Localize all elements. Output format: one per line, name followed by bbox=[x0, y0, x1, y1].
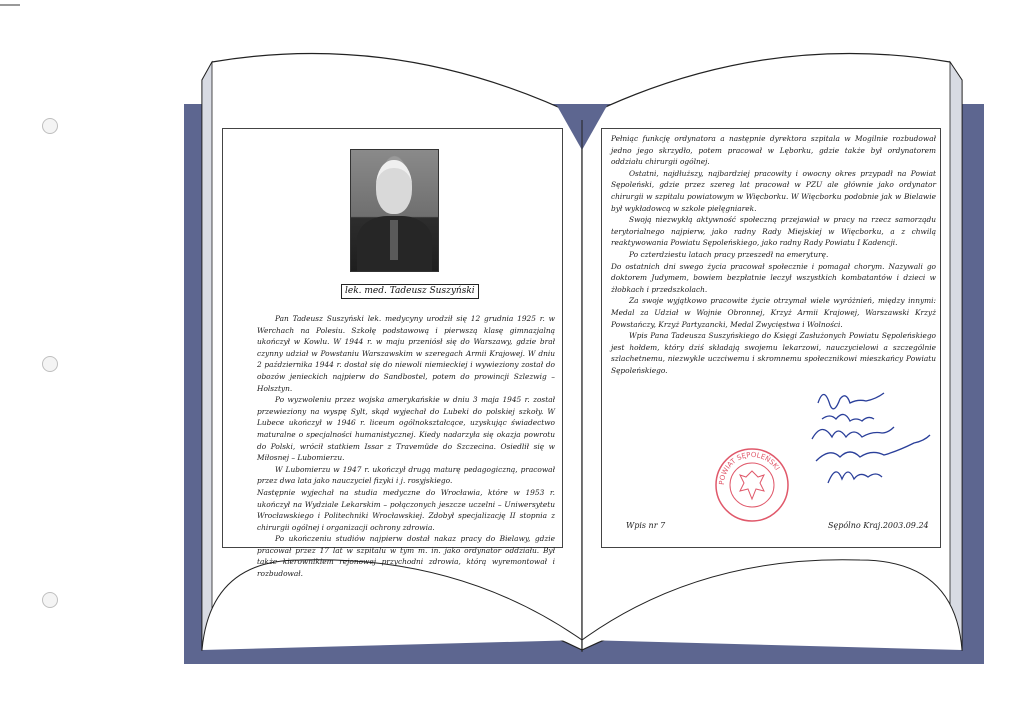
right-page-text bbox=[611, 133, 936, 376]
stamp-text: POWIAT SĘPOLEŃSKI bbox=[717, 450, 782, 486]
left-paragraph: Pan Tadeusz Suszyński lek. medycyny urodził się 12 grudnia 1925 r. w Werchach na Polesiu. Szkołę podstawową i pierwszą klasę gimnazjalną ukończył w Kowlu. W 1944 r. w maju przeniósł się do Warszawy, gdzie brał czynny udział w Powstaniu Warszawskim w szeregach Armii Krajowej. W dniu 2 października 1944 r. dostał się do niewoli niemieckiej i wywieziony został do obozów jenieckich najpierw do Sandbostel, potem do prowincji Szlezwig – Holsztyn. bbox=[257, 314, 555, 393]
left-paragraph: W Lubomierzu w 1947 r. ukończył drugą maturę pedagogiczną, pracował przez dwa lata jako nauczyciel fizyki i j. rosyjskiego. bbox=[257, 464, 555, 486]
left-paragraph: Następnie wyjechał na studia medyczne do Wrocławia, które w 1953 r. ukończył na Wydziale Lekarskim – połączonych jeszcze uczelni – Uniwersytetu Wrocławskiego i Politechniki Wrocławskiej. Zdobył specjalizację II stopnia z chirurgii ogólnej i organizacji ochrony zdrowia. bbox=[257, 487, 555, 532]
right-paragraph: Ostatni, najdłuższy, najbardziej pracowity i owocny okres przypadł na Powiat Sępoleński, gdzie przez szereg lat pracował w PZU ale głównie jako ordynator chirurgii w szpitalu powiatowym w Więcborku. W Więcborku podobnie jak w Bielawie był wykładowcą w szkole pielęgniarek. bbox=[611, 168, 936, 213]
left-page-frame bbox=[222, 128, 563, 579]
official-stamp bbox=[714, 447, 790, 523]
left-paragraph: Po wyzwoleniu przez wojska amerykańskie w dniu 3 maja 1945 r. został przewieziony na wyspę Sylt, skąd wyjechał do Lubeki do polskiej szkoły. W Lubece ukończył w 1946 r. liceum ogólnokształcące, uzyskując świadectwo maturalne o specjalności humanistycznej. Kiedy nadarzyła się okazja powrotu do Polski, wrócił statkiem Issar z Travemüde do Szczecina. Osiedlił się w Miłosnej – Lubomierzu. bbox=[257, 395, 555, 463]
portrait-tie bbox=[390, 220, 398, 260]
right-paragraph: Do ostatnich dni swego życia pracował społecznie i pomagał chorym. Nazywali go doktorem Judymem, bowiem bezpłatnie leczył wszystkich kombatantów i dzieci w żłobkach i przedszkolach. bbox=[611, 261, 936, 294]
portrait-head bbox=[376, 160, 412, 214]
left-page-edge bbox=[202, 62, 212, 650]
right-paragraph: Pełniąc funkcję ordynatora a następnie dyrektora szpitala w Mogilnie rozbudował jedno jego skrzydło, potem pracował w Lęborku, gdzie także był ordynatorem oddziału chirurgii ogólnej. bbox=[611, 134, 936, 167]
left-paragraph: Po ukończeniu studiów najpierw dostał nakaz pracy do Bielawy, gdzie pracował przez 17 lat w szpitalu w tym m. in. jako ordynator oddziału. Był także kierownikiem rejonowej przychodni zdrowia, którą wyremontował i rozbudował. bbox=[257, 534, 555, 579]
eagle-emblem bbox=[740, 471, 764, 499]
place-and-date: Sępólno Kraj.2003.09.24 bbox=[828, 521, 929, 530]
right-page-frame bbox=[601, 128, 941, 548]
right-paragraph: Swoją niezwykłą aktywność społeczną przejawiał w pracy na rzecz samorządu terytorialnego najpierw, jako radny Rady Miejskiej w Więcborku, a z chwilą reaktywowania Powiatu Sępoleńskiego, jako radny Rady Powiatu I Kadencji. bbox=[611, 215, 936, 248]
signatures bbox=[808, 383, 938, 493]
portrait-photo bbox=[350, 149, 439, 272]
right-paragraph: Za swoje wyjątkowo pracowite życie otrzymał wiele wyróżnień, między innymi: Medal za Udział w Wojnie Obronnej, Krzyż Armii Krajowej, Warszawski Krzyż Powstańczy, Krzyż Partyzancki, Medal Zwycięstwa i Wolności. bbox=[611, 296, 936, 329]
right-page-edge bbox=[950, 62, 962, 650]
left-page-text bbox=[257, 313, 555, 580]
portrait-caption: lek. med. Tadeusz Suszyński bbox=[341, 284, 479, 299]
right-paragraph: Wpis Pana Tadeusza Suszyńskiego do Księgi Zasłużonych Powiatu Sępoleńskiego jest hołdem, który dziś składają swojemu lekarzowi, nauczycielowi a szczególnie szlachetnemu, niezwykle uczciwemu i skromnemu społecznikowi mieszkańcy Powiatu Sępoleńskiego. bbox=[611, 331, 936, 375]
entry-number: Wpis nr 7 bbox=[626, 521, 666, 530]
right-paragraph: Po czterdziestu latach pracy przeszedł na emeryturę. bbox=[629, 249, 829, 259]
